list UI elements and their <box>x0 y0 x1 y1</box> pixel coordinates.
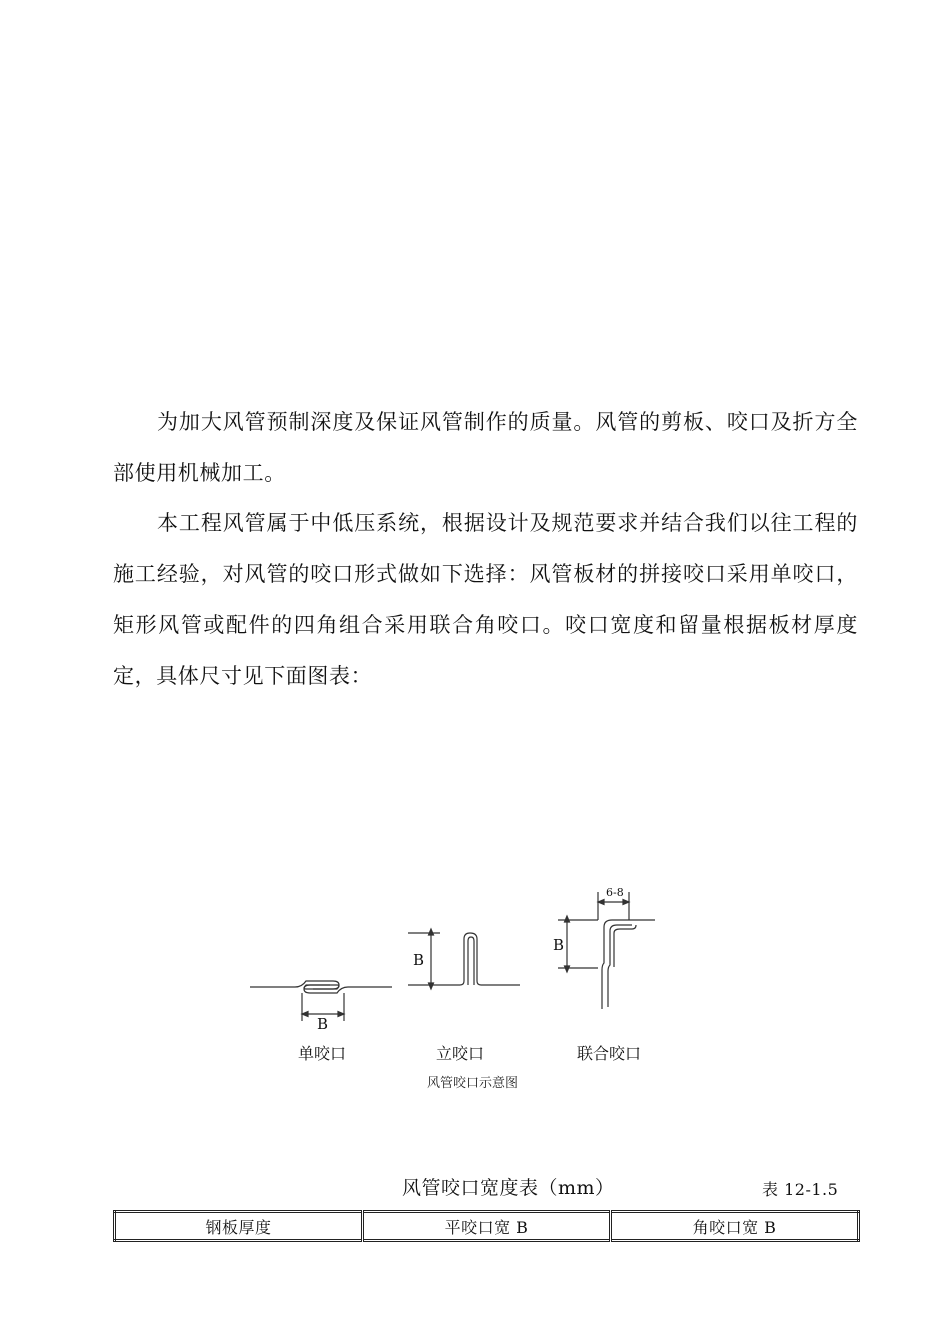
single-seam-dim-b: B <box>317 1015 329 1033</box>
table-header-row <box>115 1212 859 1241</box>
combined-seam-dim-b: B <box>553 936 565 954</box>
figure-caption: 风管咬口示意图 <box>426 1076 518 1091</box>
combined-seam-label: 联合咬口 <box>577 1044 642 1063</box>
table-title: 风管咬口宽度表（mm） <box>402 1177 615 1199</box>
seam-diagram <box>240 875 680 1075</box>
single-seam-label: 单咬口 <box>298 1044 347 1063</box>
standing-seam-drawing <box>408 929 520 989</box>
header-plate-thickness: 钢板厚度 <box>205 1217 272 1237</box>
combined-seam-dim-6-8: 6-8 <box>606 886 624 899</box>
seam-width-table <box>113 1210 860 1242</box>
standing-seam-dim-b: B <box>413 951 425 969</box>
header-corner-seam-width: 角咬口宽 B <box>611 1212 859 1241</box>
standing-seam-label: 立咬口 <box>436 1044 485 1063</box>
combined-seam-drawing <box>558 892 655 1009</box>
paragraph-1: 为加大风管预制深度及保证风管制作的质量。风管的剪板、咬口及折方全部使用机械加工。 <box>113 410 858 485</box>
table-number: 表 12-1.5 <box>762 1180 839 1199</box>
paragraph-2: 本工程风管属于中低压系统，根据设计及规范要求并结合我们以往工程的施工经验，对风管的咬口形式做如下选择：风管板材的拼接咬口采用单咬口，矩形风管或配件的四角组合采用联合角咬口。咬口宽度和留量根据板材厚度定，具体尺寸见下面图表： <box>113 511 858 688</box>
header-flat-seam-width: 平咬口宽 B <box>363 1212 611 1241</box>
